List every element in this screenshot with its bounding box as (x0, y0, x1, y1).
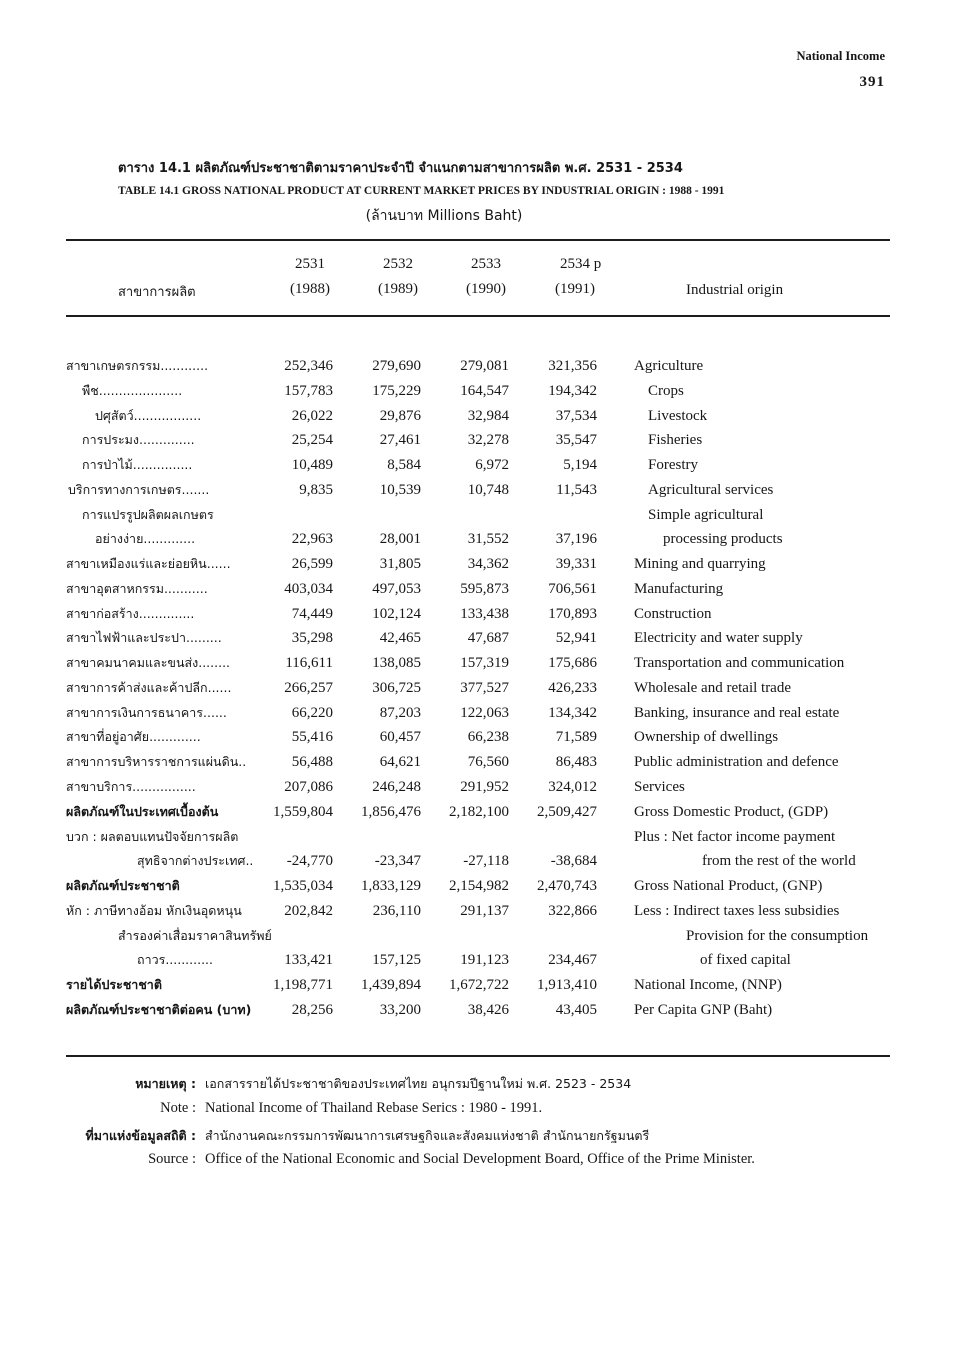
value-1991: 71,589 (555, 729, 597, 746)
row-label-en: Gross National Product, (GNP) (634, 878, 823, 895)
value-1990: 6,972 (475, 457, 509, 474)
value-1988: 74,449 (291, 605, 333, 622)
value-1989: 1,833,129 (361, 878, 421, 895)
table-row-total-gnp (0, 874, 966, 899)
value-1988: 133,421 (284, 952, 333, 969)
value-1991: 234,467 (548, 952, 597, 969)
value-1989: 42,465 (379, 630, 421, 647)
table-row (0, 775, 966, 800)
value-1990: 38,426 (467, 1001, 509, 1018)
table-row-per-capita (0, 998, 966, 1023)
row-label-th: บวก : ผลตอบแทนปัจจัยการผลิต (66, 828, 239, 844)
value-1989: 175,229 (372, 382, 421, 399)
row-label-th: สาขาอุตสาหกรรม........... (66, 580, 208, 596)
row-label-th: หัก : ภาษีทางอ้อม หักเงินอุดหนุน (66, 902, 242, 918)
value-1989: 27,461 (379, 432, 421, 449)
row-label-th: บริการทางการเกษตร....... (68, 481, 210, 497)
value-1990: 291,952 (460, 779, 509, 796)
table-body (0, 354, 966, 1023)
row-label-en: Mining and quarrying (634, 556, 766, 573)
column-header-year-be-2532: 2532 (383, 256, 413, 272)
table-header-rule (66, 315, 890, 317)
value-1990: 76,560 (467, 754, 509, 771)
row-label-en: Banking, insurance and real estate (634, 704, 840, 721)
row-label-en: Manufacturing (634, 580, 724, 597)
row-label-en: Fisheries (648, 432, 703, 449)
value-1988: 10,489 (291, 457, 333, 474)
table-row (0, 404, 966, 429)
value-1989: 157,125 (372, 952, 421, 969)
value-1989: 497,053 (372, 580, 421, 597)
value-1990: 32,278 (467, 432, 509, 449)
row-label-th: ผลิตภัณฑ์ในประเทศเบื้องต้น (66, 803, 219, 819)
value-1989: 33,200 (379, 1001, 421, 1018)
table-bottom-rule (66, 1055, 890, 1057)
row-label-th: สาขาที่อยู่อาศัย............. (66, 729, 201, 745)
column-header-year-ce-1990: (1990) (466, 281, 506, 297)
table-title-en: TABLE 14.1 GROSS NATIONAL PRODUCT AT CURRENT MARKET PRICES BY INDUSTRIAL ORIGIN : 1988 - 1991 (118, 185, 725, 197)
value-1988: 28,256 (291, 1001, 333, 1018)
value-1991: 426,233 (548, 679, 597, 696)
value-1991: 1,913,410 (537, 977, 597, 994)
value-1991: 2,509,427 (537, 803, 597, 820)
table-row-total-national-income (0, 973, 966, 998)
value-1991: 5,194 (563, 457, 597, 474)
row-label-en: Plus : Net factor income payment (634, 828, 836, 845)
row-label-th: สาขาเกษตรกรรม............ (66, 358, 209, 373)
value-1989: 246,248 (372, 779, 421, 796)
value-1990: 133,438 (460, 605, 509, 622)
value-1990: 377,527 (460, 679, 509, 696)
row-label-th: สาขาคมนาคมและขนส่ง........ (66, 655, 231, 671)
value-1991: 706,561 (548, 580, 597, 597)
row-label-th: สาขาการเงินการธนาคาร...... (66, 704, 227, 720)
value-1989: 28,001 (379, 531, 421, 548)
running-header-section: National Income (796, 49, 885, 63)
column-header-year-ce-1988: (1988) (290, 281, 330, 297)
value-1990: 47,687 (467, 630, 509, 647)
value-1991: 37,534 (555, 407, 597, 424)
table-unit: (ล้านบาท Millions Baht) (365, 208, 523, 224)
value-1989: 10,539 (379, 481, 421, 498)
value-1991: 170,893 (548, 605, 597, 622)
column-header-year-ce-1989: (1989) (378, 281, 418, 297)
table-row (0, 379, 966, 404)
value-1990: 31,552 (467, 531, 509, 548)
value-1989: 236,110 (372, 902, 421, 919)
table-row (0, 552, 966, 577)
value-1988: 1,198,771 (273, 977, 333, 994)
value-1991: 194,342 (548, 382, 597, 399)
value-1991: 134,342 (548, 704, 597, 721)
row-label-th: การแปรรูปผลิตผลเกษตร (82, 506, 214, 522)
value-1988: 22,963 (291, 531, 333, 548)
value-1990: 122,063 (460, 704, 509, 721)
note-label-en: Note : (160, 1100, 196, 1116)
value-1990: 1,672,722 (449, 977, 509, 994)
value-1988: 157,783 (284, 382, 333, 399)
value-1990: 164,547 (460, 382, 509, 399)
value-1990: 191,123 (460, 952, 509, 969)
value-1988: 26,022 (291, 407, 333, 424)
table-title-th: ตาราง 14.1 ผลิตภัณฑ์ประชาชาติตามราคาประจำปี จำแนกตามสาขาการผลิต พ.ศ. 2531 - 2534 (118, 161, 683, 176)
value-1988: 202,842 (284, 902, 333, 919)
value-1991: 35,547 (555, 432, 597, 449)
value-1989: 60,457 (379, 729, 421, 746)
value-1989: 102,124 (372, 605, 421, 622)
row-label-en-continued: processing products (663, 531, 783, 548)
column-header-year-be-2534: 2534 p (560, 256, 602, 272)
value-1990: 2,182,100 (449, 803, 509, 820)
value-1990: -27,118 (463, 853, 509, 870)
row-label-th: ผลิตภัณฑ์ประชาชาติ (66, 878, 180, 894)
row-label-en: Agriculture (634, 358, 704, 374)
value-1988: 116,611 (285, 655, 333, 672)
row-label-en: Transportation and communication (634, 655, 845, 672)
row-label-th-continued: สุทธิจากต่างประเทศ.. (137, 853, 254, 869)
table-row (0, 825, 966, 875)
row-label-en: Agricultural services (648, 481, 774, 498)
value-1990: 279,081 (460, 358, 509, 374)
value-1988: 9,835 (299, 481, 333, 498)
table-row (0, 354, 966, 379)
value-1989: 29,876 (379, 407, 421, 424)
table-row (0, 651, 966, 676)
row-label-en: Electricity and water supply (634, 630, 803, 647)
row-label-th: สาขาไฟฟ้าและประปา......... (66, 630, 222, 646)
column-header-year-be-2533: 2533 (471, 256, 501, 272)
value-1989: 31,805 (379, 556, 421, 573)
table-row (0, 428, 966, 453)
table-row-total-gdp (0, 800, 966, 825)
row-label-en: Gross Domestic Product, (GDP) (634, 803, 829, 820)
value-1988: 252,346 (284, 358, 333, 374)
row-label-th: การป่าไม้............... (82, 457, 193, 473)
value-1990: 66,238 (467, 729, 509, 746)
row-label-th: สาขาการบริหารราชการแผ่นดิน.. (66, 754, 247, 770)
value-1989: 306,725 (372, 679, 421, 696)
row-label-th: สำรองค่าเสื่อมราคาสินทรัพย์ (118, 927, 272, 943)
value-1989: 279,690 (372, 358, 421, 374)
value-1990: 10,748 (467, 481, 509, 498)
value-1989: 8,584 (387, 457, 421, 474)
value-1989: 138,085 (372, 655, 421, 672)
table-row (0, 899, 966, 924)
source-label-en: Source : (148, 1151, 196, 1167)
row-label-en: Per Capita GNP (Baht) (634, 1001, 773, 1018)
table-row (0, 453, 966, 478)
row-label-th-continued: ถาวร............ (137, 952, 214, 968)
value-1988: 207,086 (284, 779, 333, 796)
row-label-th-continued: อย่างง่าย............. (95, 531, 196, 547)
row-label-th: สาขาก่อสร้าง.............. (66, 605, 195, 621)
value-1989: -23,347 (374, 853, 421, 870)
row-label-en: Public administration and defence (634, 754, 839, 771)
source-text-en: Office of the National Economic and Social Development Board, Office of the Prime Minister. (205, 1151, 755, 1167)
table-row (0, 478, 966, 503)
row-label-en: Services (634, 779, 685, 796)
table-row (0, 750, 966, 775)
value-1991: 86,483 (555, 754, 597, 771)
value-1991: 324,012 (548, 779, 597, 796)
row-label-en: Livestock (648, 407, 708, 424)
table-row (0, 503, 966, 553)
row-label-en: Simple agricultural (648, 506, 764, 523)
table-row (0, 676, 966, 701)
row-label-en: Less : Indirect taxes less subsidies (634, 902, 840, 919)
value-1988: 266,257 (284, 679, 333, 696)
value-1991: -38,684 (550, 853, 597, 870)
row-label-en: Provision for the consumption (686, 927, 869, 944)
value-1991: 2,470,743 (537, 878, 597, 895)
row-label-en: Ownership of dwellings (634, 729, 779, 746)
value-1988: -24,770 (286, 853, 333, 870)
note-text-en: National Income of Thailand Rebase Serics : 1980 - 1991. (205, 1100, 543, 1116)
row-label-th: รายได้ประชาชาติ (66, 977, 162, 993)
value-1988: 66,220 (291, 704, 333, 721)
value-1989: 1,856,476 (361, 803, 421, 820)
row-label-th: ผลิตภัณฑ์ประชาชาติต่อคน (บาท) (66, 1001, 252, 1017)
row-label-th: การประมง.............. (82, 432, 195, 448)
column-header-origin-th: สาขาการผลิต (118, 285, 196, 300)
row-label-th: สาขาการค้าส่งและค้าปลีก...... (66, 679, 232, 695)
row-label-en-continued: from the rest of the world (702, 853, 856, 870)
value-1990: 2,154,982 (449, 878, 509, 895)
column-header-origin-en: Industrial origin (686, 282, 784, 298)
value-1991: 175,686 (548, 655, 597, 672)
row-label-en: Construction (634, 605, 712, 622)
value-1991: 11,543 (556, 481, 597, 498)
value-1991: 322,866 (548, 902, 597, 919)
value-1990: 157,319 (460, 655, 509, 672)
value-1991: 37,196 (555, 531, 597, 548)
table-top-rule (66, 239, 890, 241)
table-row (0, 701, 966, 726)
row-label-th: ปศุสัตว์................. (95, 407, 202, 423)
value-1990: 32,984 (467, 407, 509, 424)
value-1991: 39,331 (555, 556, 597, 573)
value-1991: 52,941 (555, 630, 597, 647)
value-1989: 1,439,894 (361, 977, 421, 994)
value-1988: 403,034 (284, 580, 333, 597)
table-row (0, 577, 966, 602)
value-1991: 321,356 (548, 358, 597, 374)
row-label-th: พืช..................... (82, 382, 183, 398)
value-1988: 1,559,804 (273, 803, 333, 820)
page-number: 391 (859, 74, 885, 90)
row-label-en: Wholesale and retail trade (634, 679, 792, 696)
source-label-th: ที่มาแห่งข้อมูลสถิติ : (85, 1128, 196, 1143)
table-row (0, 626, 966, 651)
source-text-th: สำนักงานคณะกรรมการพัฒนาการเศรษฐกิจและสังคมแห่งชาติ สำนักนายกรัฐมนตรี (205, 1128, 650, 1143)
column-header-year-ce-1991: (1991) (555, 281, 595, 297)
value-1990: 34,362 (467, 556, 509, 573)
row-label-en: National Income, (NNP) (634, 977, 782, 994)
row-label-en: Forestry (648, 457, 698, 474)
value-1990: 291,137 (460, 902, 509, 919)
table-row (0, 602, 966, 627)
value-1988: 1,535,034 (273, 878, 333, 895)
value-1988: 56,488 (291, 754, 333, 771)
row-label-th: สาขาเหมืองแร่และย่อยหิน...... (66, 556, 231, 572)
value-1989: 87,203 (379, 704, 421, 721)
value-1989: 64,621 (379, 754, 421, 771)
value-1988: 35,298 (291, 630, 333, 647)
table-row (0, 725, 966, 750)
row-label-en: Crops (648, 382, 684, 399)
row-label-en-continued: of fixed capital (700, 952, 791, 969)
row-label-th: สาขาบริการ................ (66, 779, 196, 795)
value-1990: 595,873 (460, 580, 509, 597)
note-label-th: หมายเหตุ : (135, 1076, 196, 1091)
value-1988: 55,416 (291, 729, 333, 746)
value-1991: 43,405 (555, 1001, 597, 1018)
column-header-year-be-2531: 2531 (295, 256, 325, 272)
value-1988: 25,254 (291, 432, 333, 449)
value-1988: 26,599 (291, 556, 333, 573)
note-text-th: เอกสารรายได้ประชาชาติของประเทศไทย อนุกรมปีฐานใหม่ พ.ศ. 2523 - 2534 (205, 1076, 632, 1091)
table-row (0, 924, 966, 974)
